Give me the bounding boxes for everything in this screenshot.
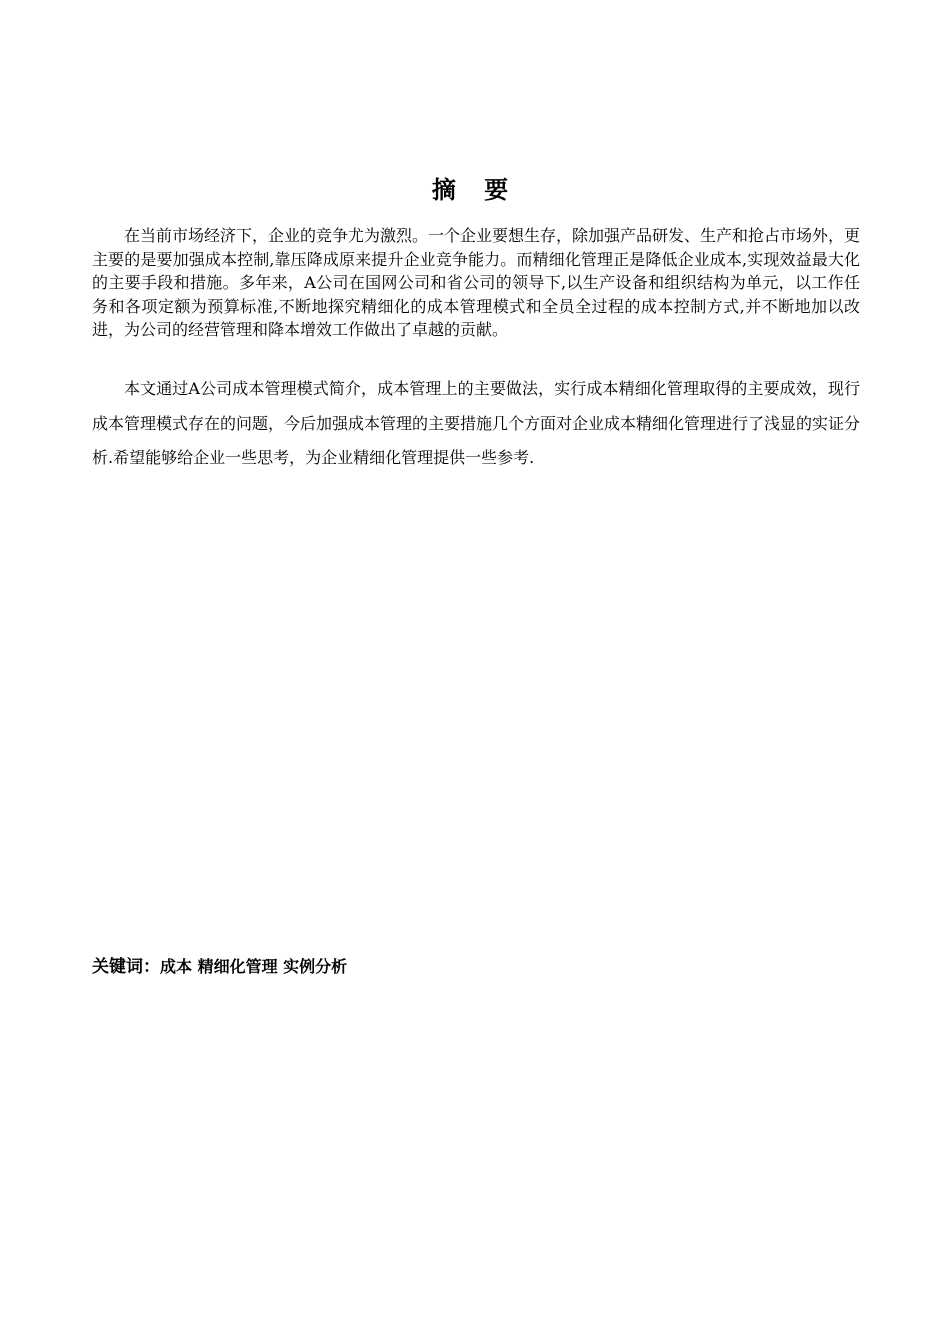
keywords-value: 成本 精细化管理 实例分析 — [160, 957, 348, 976]
abstract-paragraph: 在当前市场经济下，企业的竞争尤为激烈。一个企业要想生存，除加强产品研发、生产和抢占市场外，更主要的是要加强成本控制,靠压降成原来提升企业竞争能力。而精细化管理正是降低企业成本,实现效益最大化的主要手段和措施。多年来，A公司在国网公司和省公司的领导下,以生产设备和组织结构为单元，以工作任务和各项定额为预算标准,不断地探究精细化的成本管理模式和全员全过程的成本控制方式,并不断地加以改进，为公司的经营管理和降本增效工作做出了卓越的贡献。 — [92, 226, 861, 339]
keywords-label: 关键词： — [92, 957, 160, 977]
page-title: 摘 要 — [431, 176, 519, 205]
keywords-line — [92, 955, 860, 979]
abstract-paragraph: 本文通过A公司成本管理模式简介，成本管理上的主要做法，实行成本精细化管理取得的主要成效，现行成本管理模式存在的问题，今后加强成本管理的主要措施几个方面对企业成本精细化管理进行了浅显的实证分析.希望能够给企业一些思考，为企业精细化管理提供一些参考. — [92, 379, 861, 467]
